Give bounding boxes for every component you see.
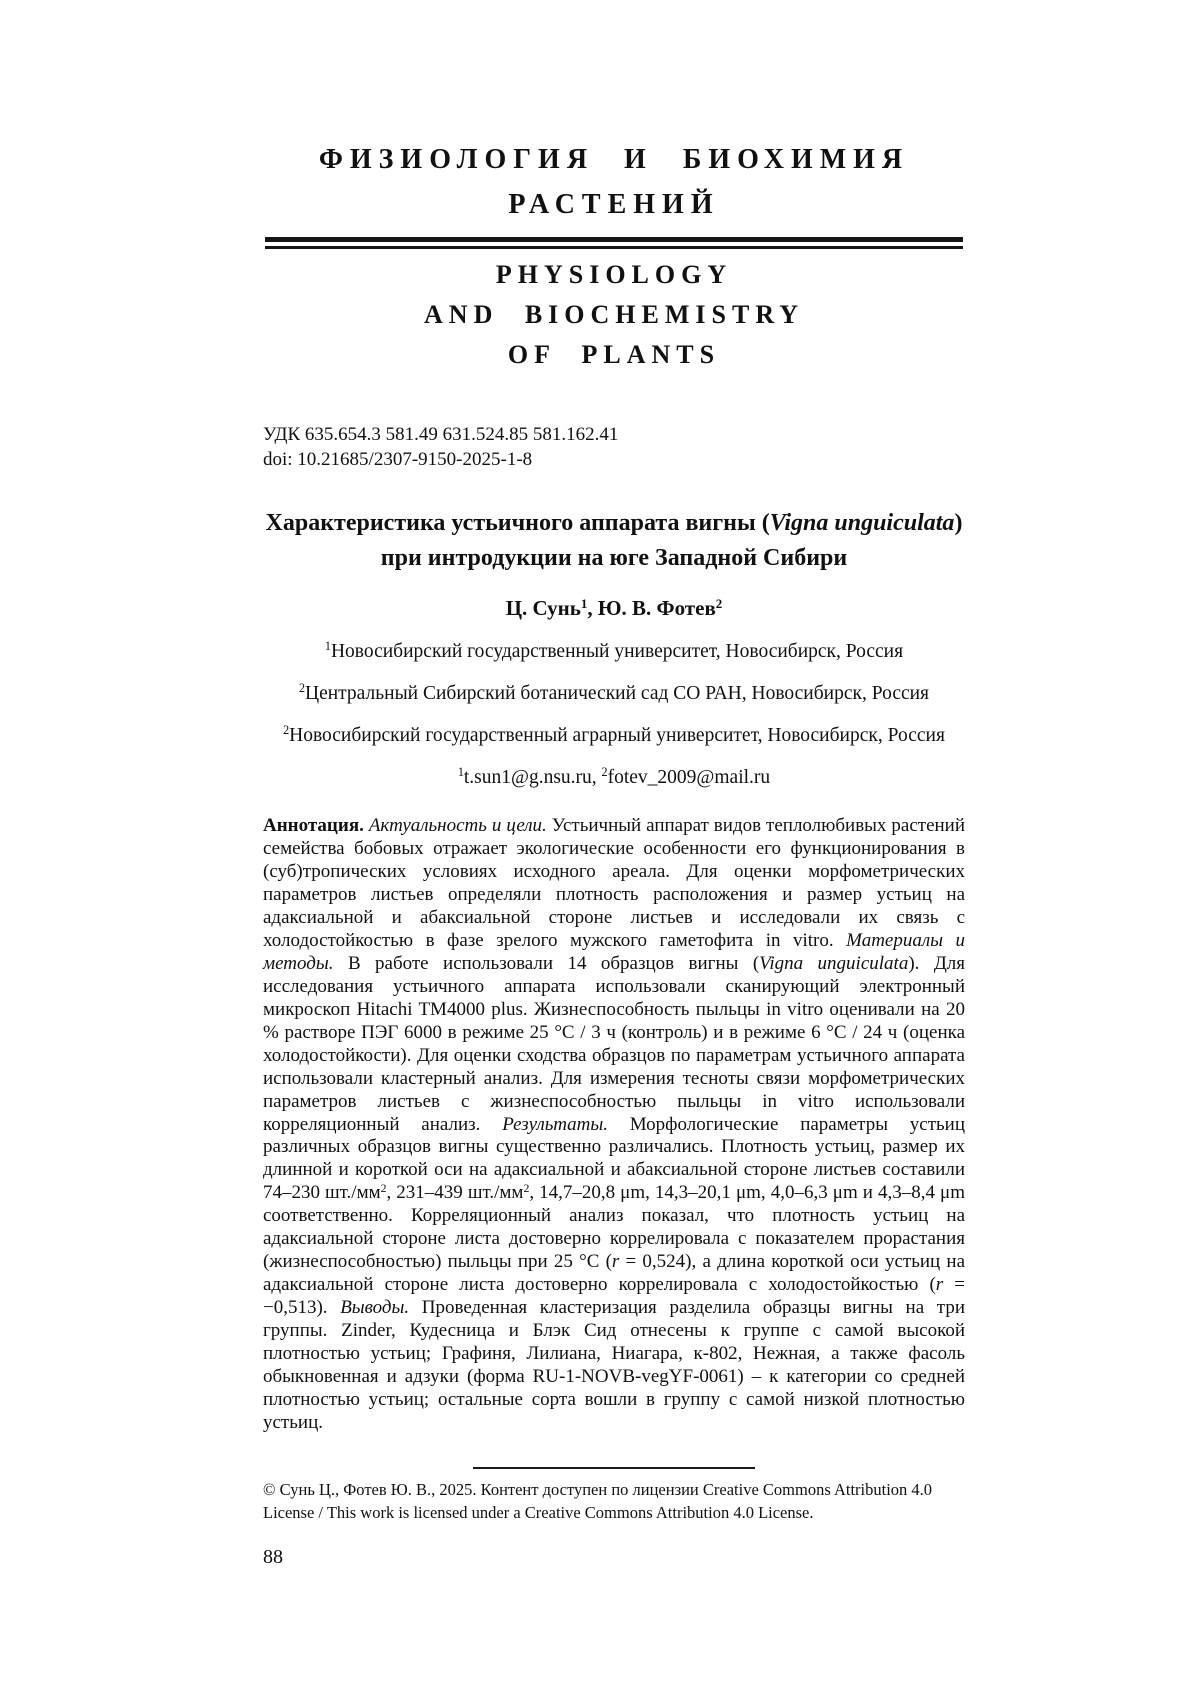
article-title-line2: при интродукции на юге Западной Сибири xyxy=(380,544,848,571)
affiliation-line-2 xyxy=(263,683,965,705)
journal-title-ru-line1: ФИЗИОЛОГИЯ И БИОХИМИЯ xyxy=(318,144,910,175)
page-number: 88 xyxy=(263,1545,283,1568)
article-title-line1: Характеристика устьичного аппарата вигны (Vigna unguiculata) xyxy=(265,510,963,537)
affiliation-sup: 2 xyxy=(298,681,305,696)
abstract-paragraph: Аннотация. Актуальность и цели. Устьичный аппарат видов теплолюбивых растений семейства бобовых отражает экологические особенности его функционирования в (суб)тропических условиях исходного ареала. Для оценки морфометрических параметров листьев определяли плотность расположения и размер устьиц на адаксиальной и абаксиальной стороне листьев и исследовали их связь с холодостойкостью в фазе зрелого мужского гаметофита in vitro. Материалы и методы. В работе использовали 14 образцов вигны (Vigna unguiculata). Для исследования устьичного аппарата использовали сканирующий электронный микроскоп Hitachi TM4000 plus. Жизнеспособность пыльцы in vitro оценивали на 20 % растворе ПЭГ 6000 в режиме 25 °C / 3 ч (контроль) и в режиме 6 °C / 24 ч (оценка холодостойкости). Для оценки сходства образцов по параметрам устьичного аппарата использовали кластерный анализ. Для измерения тесноты связи морфометрических параметров листьев с жизнеспособностью пыльцы in vitro использовали корреляционный анализ. Результаты. Морфологические параметры устьиц различных образцов вигны существенно различались. Плотность устьиц, размер их длинной и короткой оси на адаксиальной и абаксиальной стороне листьев составили 74–230 $шт./мм^2$, 231–439 $шт./мм^2$, 14,7–20,8 μm, 14,3–20,1 μm, 4,0–6,3 μm и 4,3–8,4 μm соответственно. Корреляционный анализ показал, что плотность устьиц на адаксиальной стороне листа достоверно коррелировала с показателем прорастания (жизнеспособностью) пыльцы при 25 °C (r = 0,524), а длина короткой оси устьиц на адаксиальной стороне листа достоверно коррелировала с холодостойкостью (r = −0,513). Выводы. Проведенная кластеризация разделила образцы вигны на три группы. Zinder, Кудесница и Блэк Сид отнесены к группе с самой высокой плотностью устьиц; Графиня, Лилиана, Ниагара, к-802, Нежная, а также фасоль обыкновенная и адзуки (форма RU-1-NOVB-vegYF-0061) – к категории со средней плотностью устьиц; остальные сорта вошли в группу с самой низкой плотностью устьиц. xyxy=(263,814,966,1434)
affiliation-text: Новосибирский государственный университет, Новосибирск, Россия xyxy=(330,640,904,662)
journal-title-ru-line2: РАСТЕНИЙ xyxy=(508,188,720,220)
affiliation-line-1 xyxy=(263,641,965,663)
journal-title-ru xyxy=(263,138,965,228)
journal-title-en-line1: PHYSIOLOGY xyxy=(495,259,733,289)
affiliation-text: Новосибирский государственный аграрный университет, Новосибирск, Россия xyxy=(289,724,945,746)
journal-title-en xyxy=(263,255,965,376)
authors-line: Ц. Сунь$^1$, Ю. В. Фотев$^2$ xyxy=(505,595,723,620)
article-title xyxy=(263,506,965,576)
journal-title-en-line2: AND BIOCHEMISTRY xyxy=(424,299,804,329)
masthead-divider-rule xyxy=(265,237,963,249)
author-emails: $^1$t.sun1@g.nsu.ru, $^2$fotev_2009@mail.ru xyxy=(457,765,771,788)
doi-line: doi: 10.21685/2307-9150-2025-1-8 xyxy=(263,448,533,470)
affiliation-sup: 1 xyxy=(324,639,331,654)
affiliation-sup: 2 xyxy=(283,723,290,738)
affiliation-text: Центральный Сибирский ботанический сад СО РАН, Новосибирск, Россия xyxy=(305,682,930,704)
footnote-divider-rule xyxy=(473,1467,755,1469)
affiliation-line-3 xyxy=(263,725,965,747)
copyright-text: © Сунь Ц., Фотев Ю. В., 2025. Контент доступен по лицензии Creative Commons Attribution 4.0 License / This work is licensed under a Creative Commons Attribution 4.0 License. xyxy=(263,1480,933,1522)
journal-title-en-line3: OF PLANTS xyxy=(507,340,721,370)
udc-line: УДК 635.654.3 581.49 631.524.85 581.162.41 xyxy=(263,424,619,446)
article-meta xyxy=(263,423,965,472)
